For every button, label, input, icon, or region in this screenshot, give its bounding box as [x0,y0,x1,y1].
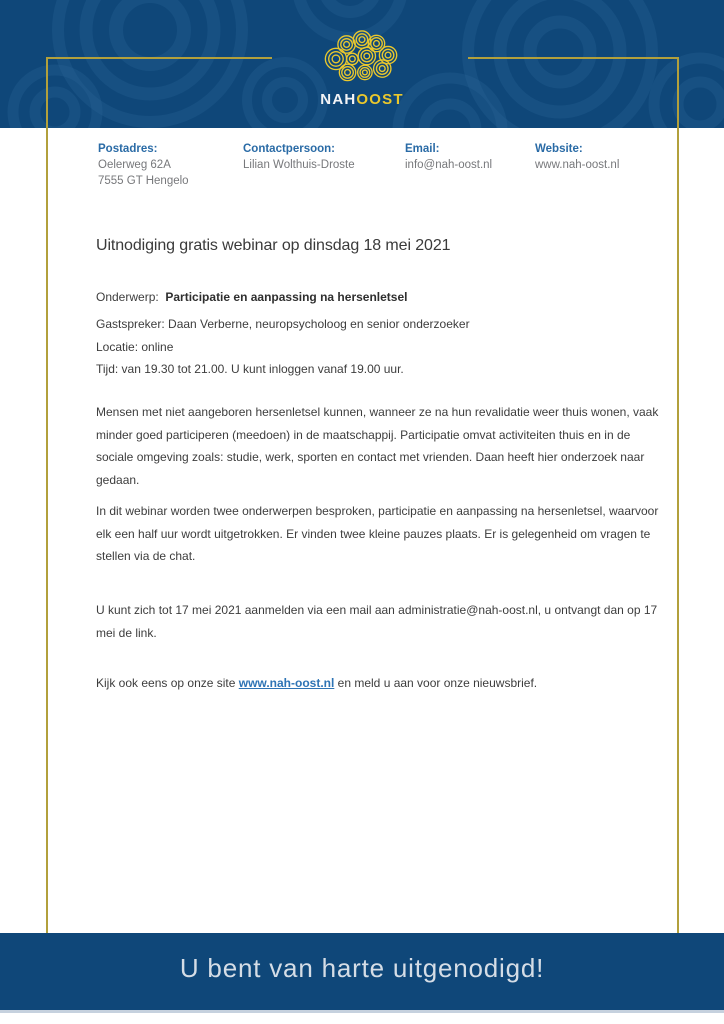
detail-location: Locatie: online [96,339,174,354]
brand-wordmark [0,91,724,108]
frame-left-line [46,57,48,977]
footer-message: U bent van harte uitgenodigd! [179,953,545,983]
contact-value: Lilian Wolthuis-Droste [243,159,355,171]
footer-band [0,933,724,1010]
website-sentence-suffix: en meld u aan voor onze nieuwsbrief. [334,676,538,690]
header-band [0,0,724,128]
brand-name-gold: OOST [356,91,404,108]
contact-label: Contactpersoon: [243,143,335,155]
contact-label: Email: [405,143,440,155]
contact-column-email [405,141,492,173]
contact-value: 7555 GT Hengelo [98,175,189,187]
contact-label: Postadres: [98,143,158,155]
detail-time: Tijd: van 19.30 tot 21.00. U kunt inloggen vanaf 19.00 uur. [96,362,404,376]
brand-logo [0,30,724,108]
document-title: Uitnodiging gratis webinar op dinsdag 18 mei 2021 [96,237,451,254]
contact-email-value: info@nah-oost.nl [405,159,493,171]
contact-label: Website: [535,143,583,155]
contact-column-contactpersoon [243,141,355,173]
brain-circles-icon [320,30,404,84]
paragraph-webinar-topics: In dit webinar worden twee onderwerpen besproken, participatie en aanpassing na hersenletsel, waarvoor elk een half uur wordt uitgetrokken. Er vinden twee kleine pauzes plaats. Er is gelegenheid om vragen te stellen via de chat. [96,504,659,563]
page-bottom-edge [0,1010,724,1013]
paragraph-website [96,672,666,695]
detail-speaker: Gastspreker: Daan Verberne, neuropsycholoog en senior onderzoeker [96,317,470,331]
subject-label: Onderwerp: [96,290,159,304]
contact-column-website [535,141,619,173]
event-details [96,313,666,381]
website-link[interactable]: www.nah-oost.nl [238,676,335,690]
brand-name-white: NAH [320,91,357,108]
subject-value: Participatie en aanpassing na hersenletsel [165,290,408,304]
paragraph-signup: U kunt zich tot 17 mei 2021 aanmelden via een mail aan administratie@nah-oost.nl, u ontvangt dan op 17 mei de link. [96,603,658,640]
frame-top-left-line [46,57,272,59]
frame-right-line [677,57,679,977]
contact-value: Oelerweg 62A [98,159,171,171]
contact-column-postadres [98,141,189,189]
contact-website-value: www.nah-oost.nl [535,159,620,171]
website-sentence-prefix: Kijk ook eens op onze site [96,676,239,690]
paragraph-participation: Mensen met niet aangeboren hersenletsel kunnen, wanneer ze na hun revalidatie weer thuis wonen, vaak minder goed participeren (meedoen) in de maatschappij. Participatie omvat activiteiten thuis en in de sociale omgeving zoals: studie, werk, sporten en contact met vrienden. Daan heeft hier onderzoek naar gedaan. [96,405,659,487]
subject-line [96,286,666,309]
frame-top-right-line [468,57,679,59]
